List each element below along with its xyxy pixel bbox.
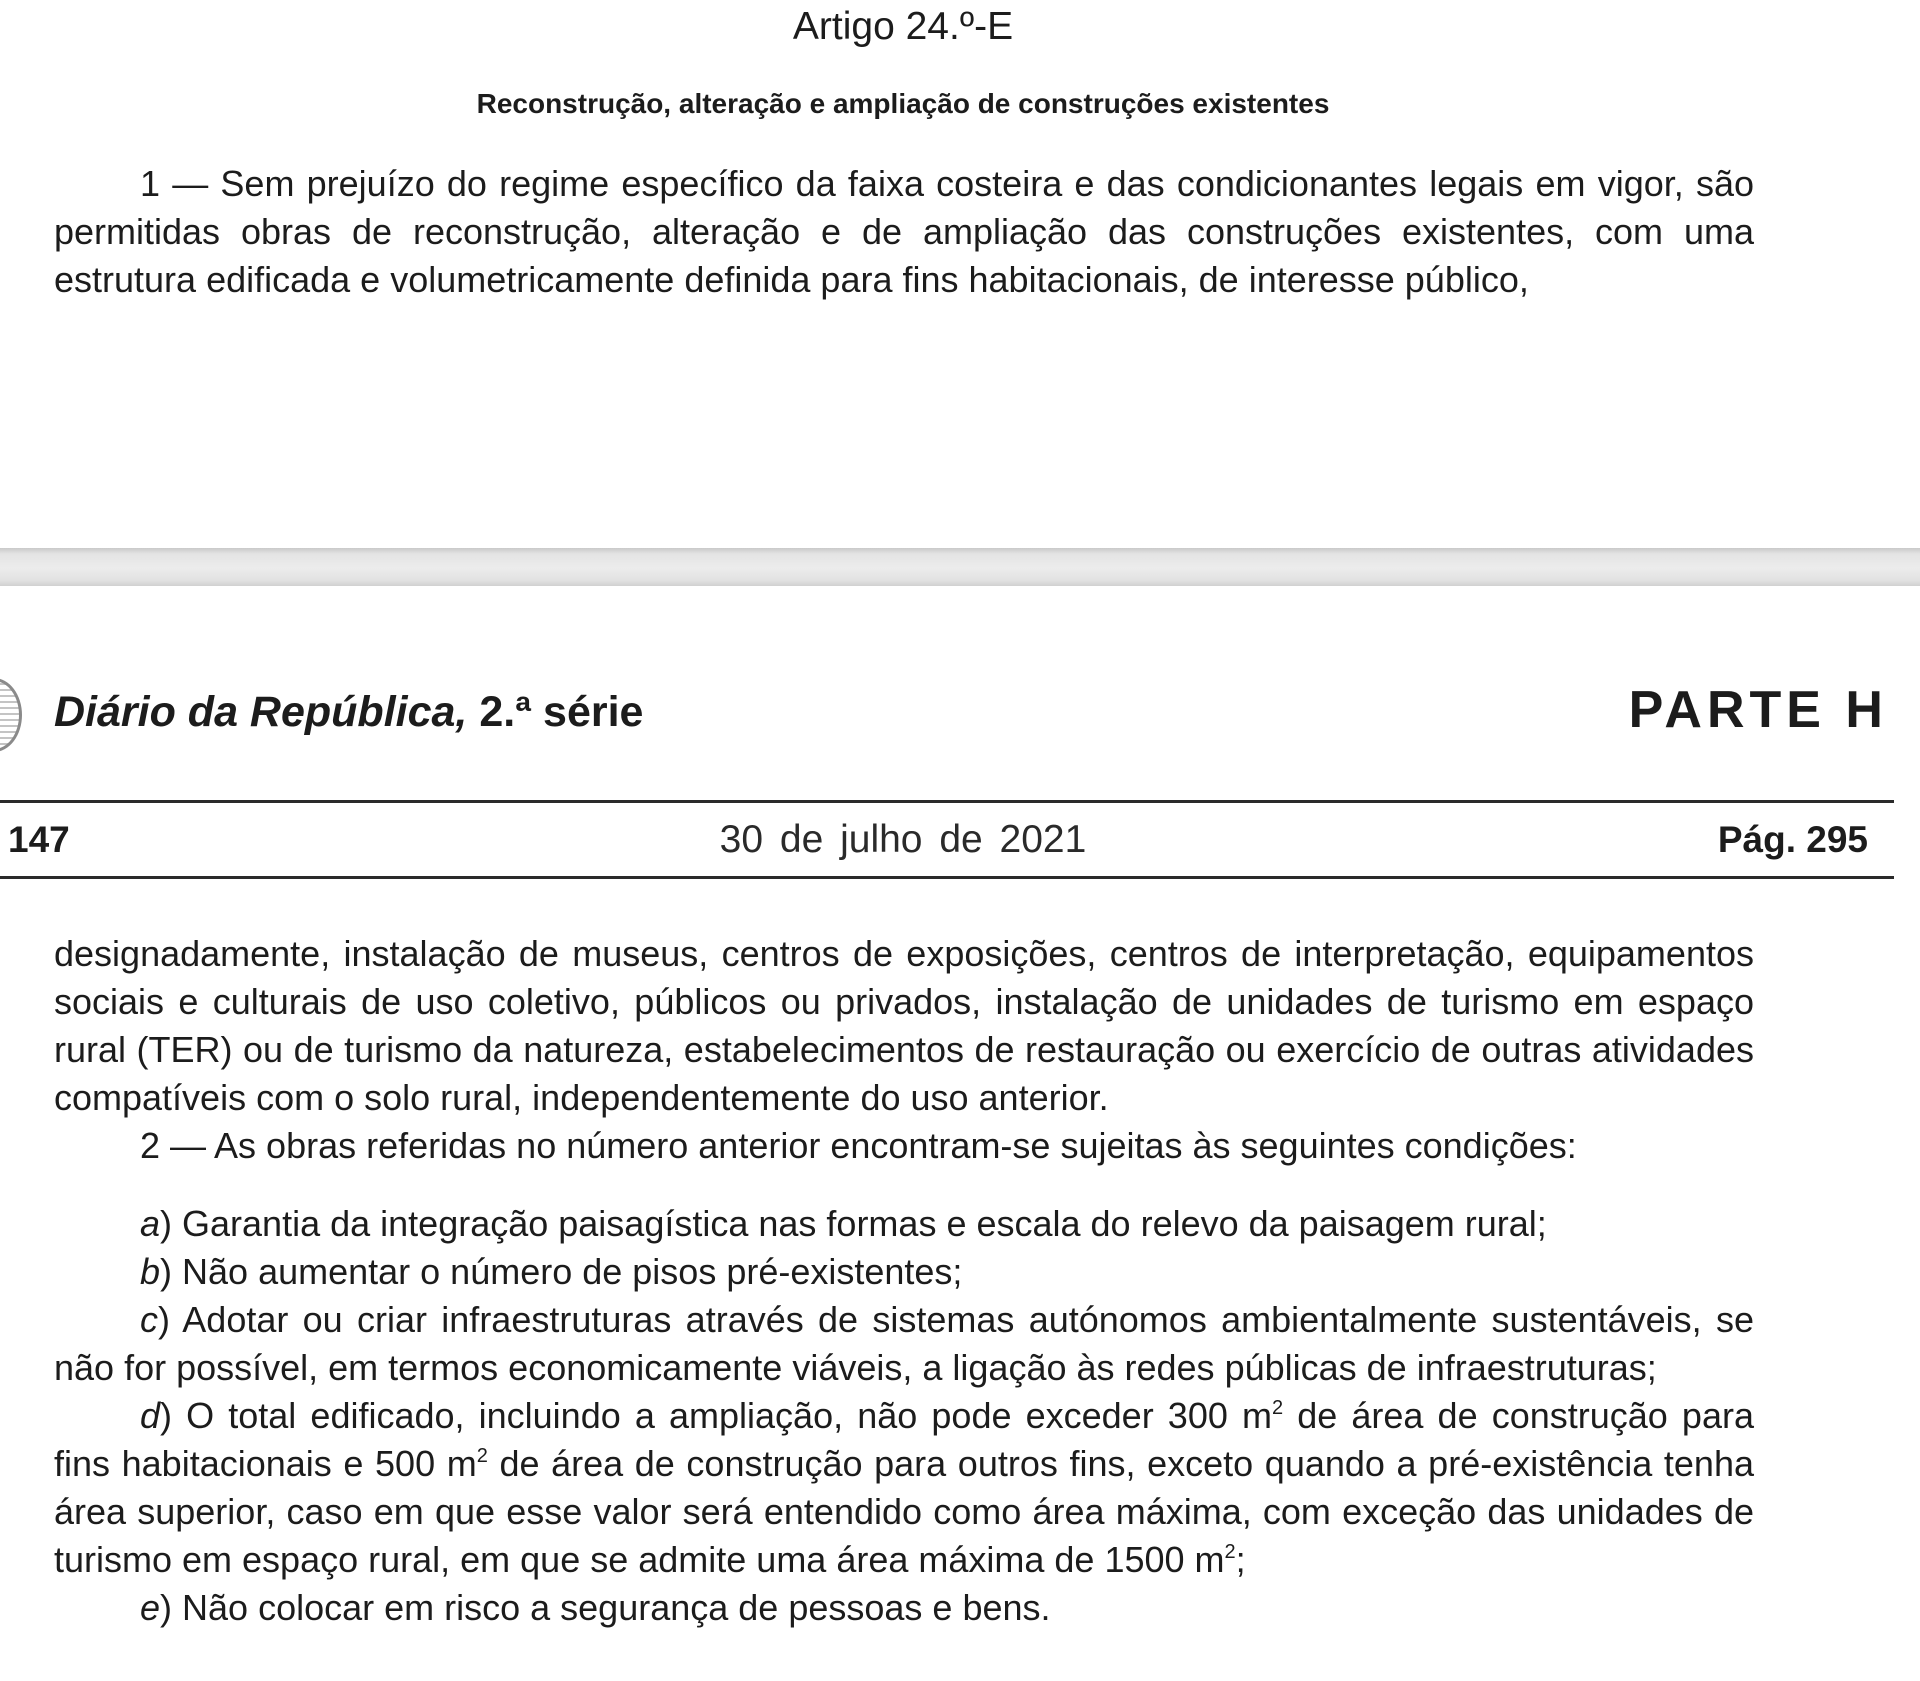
list-item-text-part: de área de construção para fins habitacionais e 500 m	[54, 1395, 1754, 1484]
list-item-text: ) Não colocar em risco a segurança de pessoas e bens.	[160, 1587, 1051, 1628]
list-item-letter: d	[140, 1395, 161, 1436]
lower-page	[0, 586, 1920, 1681]
paragraph-2: 2 — As obras referidas no número anterior encontram-se sujeitas às seguintes condições:	[140, 1125, 1577, 1166]
list-item-a	[54, 1200, 1754, 1248]
superscript: 2	[1224, 1541, 1236, 1563]
page-separator	[0, 548, 1920, 586]
list-item-d	[54, 1392, 1754, 1584]
journal-name	[54, 686, 643, 738]
article-title: Reconstrução, alteração e ampliação de construções existentes	[476, 88, 1330, 119]
page-number: Pág. 295	[1717, 819, 1868, 860]
list-item-text: ) Não aumentar o número de pisos pré-existentes;	[160, 1251, 963, 1292]
coat-of-arms-icon	[0, 678, 22, 752]
conditions-list	[54, 1200, 1754, 1632]
list-item-e	[54, 1584, 1754, 1632]
part-label: PARTE H	[1628, 681, 1888, 739]
article-heading: Artigo 24.º-E	[792, 5, 1014, 48]
list-item-text-part: ) O total edificado, incluindo a ampliação, não pode exceder 300 m	[160, 1395, 1272, 1436]
issue-date: 30 de julho de 2021	[719, 818, 1087, 861]
paragraph-1: 1 — Sem prejuízo do regime específico da faixa costeira e das condicionantes legais em vigor, são permitidas obras de reconstrução, alteração e de ampliação das construções existentes, com uma estrutura edificada e volumetricamente definida para fins habitacionais, de interesse público,	[54, 163, 1754, 300]
paragraph-1-continued: designadamente, instalação de museus, centros de exposições, centros de interpretação, equipamentos sociais e culturais de uso coletivo, públicos ou privados, instalação de unidades de turismo em espaço rural (TER) ou de turismo da natureza, estabelecimentos de restauração ou exercício de outras atividades compatíveis com o solo rural, independentemente do uso anterior.	[54, 933, 1754, 1118]
article-body-upper	[54, 160, 1754, 304]
list-item-text: ) Adotar ou criar infraestruturas através de sistemas autónomos ambientalmente sustentáveis, se não for possível, em termos economicamente viáveis, a ligação às redes públicas de infraestruturas;	[54, 1299, 1754, 1388]
journal-title: Diário da República,	[54, 688, 468, 736]
list-item-b	[54, 1248, 1754, 1296]
list-item-letter: c	[140, 1299, 158, 1340]
list-item-text-part: de área de construção para outros fins, exceto quando a pré-existência tenha área superior, caso em que esse valor será entendido como área máxima, com exceção das unidades de turismo em espaço rural, em que se admite uma área máxima de 1500 m	[54, 1443, 1754, 1580]
article-body-lower	[54, 930, 1754, 1170]
list-item-text: ) Garantia da integração paisagística nas formas e escala do relevo da paisagem rural;	[160, 1203, 1547, 1244]
header-rule-bottom	[0, 876, 1894, 879]
list-item-letter: e	[140, 1587, 161, 1628]
list-item-letter: a	[140, 1203, 161, 1244]
superscript: 2	[476, 1445, 488, 1467]
list-item-letter: b	[140, 1251, 161, 1292]
list-item-text-part: ;	[1235, 1539, 1246, 1580]
issue-number: 147	[8, 819, 70, 860]
journal-series: 2.ª série	[479, 688, 644, 736]
header-rule-top	[0, 800, 1894, 803]
superscript: 2	[1271, 1397, 1284, 1419]
upper-page	[0, 0, 1920, 548]
list-item-c	[54, 1296, 1754, 1392]
